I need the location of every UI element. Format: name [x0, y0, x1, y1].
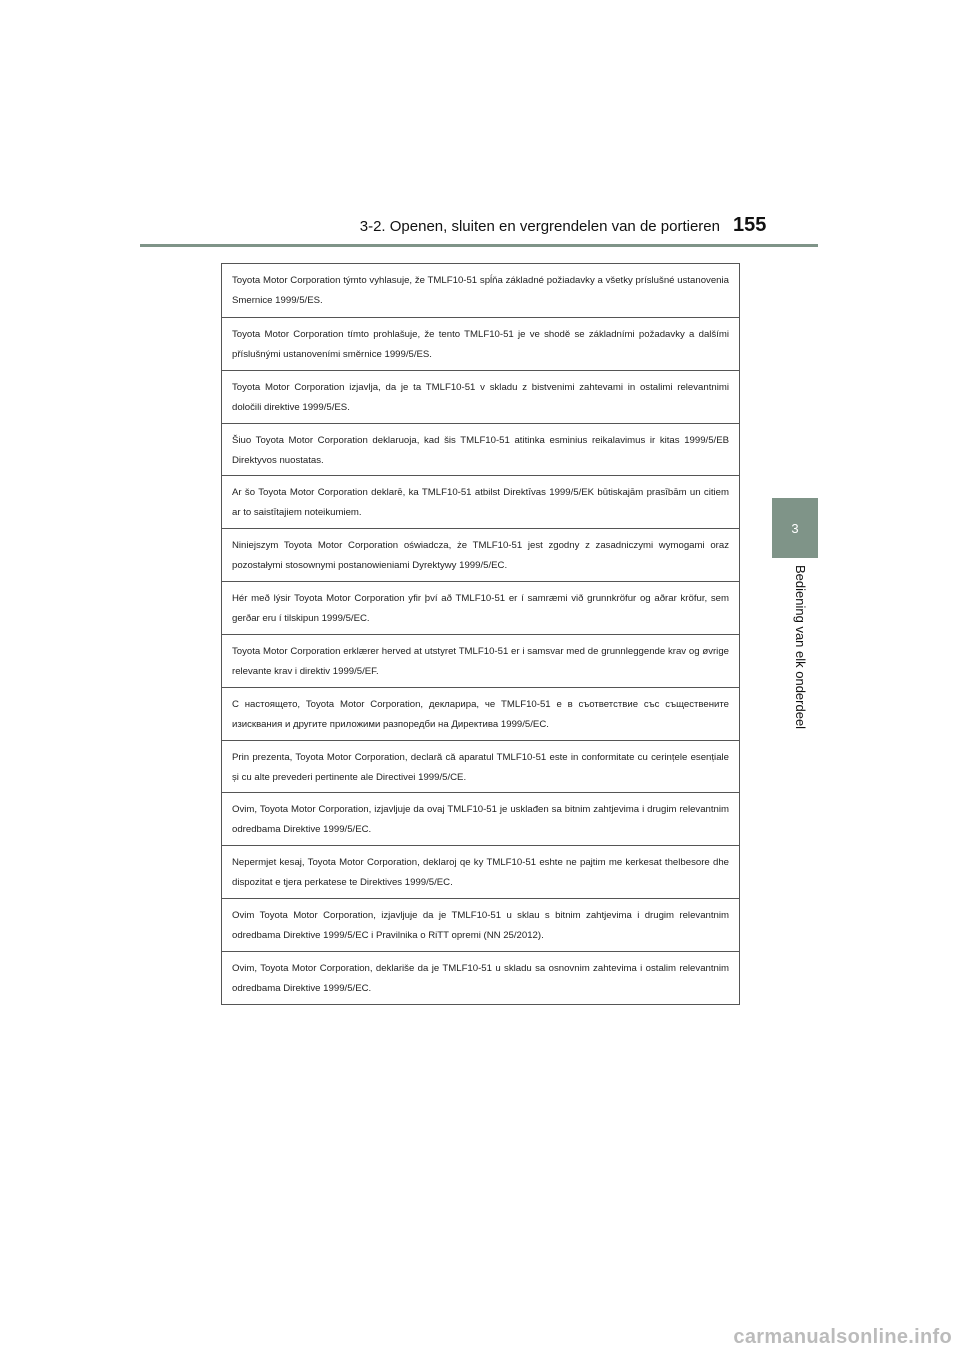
- declaration-row-norwegian: Toyota Motor Corporation erklærer herved at utstyret TMLF10-51 er i samsvar med de grunnleggende krav og øvrige relevante krav i direktiv 1999/5/EF.: [222, 634, 739, 687]
- chapter-label: Bediening van elk onderdeel: [793, 565, 808, 730]
- declaration-row-slovak: Toyota Motor Corporation týmto vyhlasuje, že TMLF10-51 spĺňa základné požiadavky a všetky príslušné ustanovenia Smernice 1999/5/ES.: [232, 275, 729, 306]
- declaration-table: [221, 263, 740, 1005]
- declaration-row-slovenian: Toyota Motor Corporation izjavlja, da je ta TMLF10-51 v skladu z bistvenimi zahtevami in ostalimi relevantnimi določili direktive 1999/5/ES.: [222, 370, 739, 423]
- declaration-row-romanian: Prin prezenta, Toyota Motor Corporation, declară că aparatul TMLF10-51 este in conformitate cu cerințele esențiale și cu alte prevederi pertinente ale Directivei 1999/5/CE.: [222, 740, 739, 793]
- section-title: 3-2. Openen, sluiten en vergrendelen van de portieren: [359, 218, 720, 235]
- declaration-row-serbian: Ovim, Toyota Motor Corporation, deklariše da je TMLF10-51 u skladu sa osnovnim zahtevima i ostalim relevantnim odredbama Direktive 1999/5/EC.: [222, 951, 739, 1004]
- declaration-row-croatian: Ovim Toyota Motor Corporation, izjavljuje da je TMLF10-51 u sklau s bitnim zahtjevima i drugim relevantnim odredbama Direktive 1999/5/EC i Pravilnika o RiTT opremi (NN 25/2012).: [222, 898, 739, 951]
- site-watermark: carmanualsonline.info: [733, 1326, 952, 1348]
- page-number: 155: [733, 214, 767, 236]
- declaration-row-icelandic: Hér með lýsir Toyota Motor Corporation yfir því að TMLF10-51 er í samræmi við grunnkröfur og aðrar kröfur, sem gerðar eru í tilskipun 1999/5/EC.: [222, 581, 739, 634]
- declaration-row-polish: Niniejszym Toyota Motor Corporation oświadcza, że TMLF10-51 jest zgodny z zasadniczymi wymogami oraz pozostałymi stosownymi postanowieniami Dyrektywy 1999/5/EC.: [222, 528, 739, 581]
- chapter-tab: [772, 498, 818, 558]
- chapter-number: 3: [791, 520, 799, 536]
- header-divider: [140, 244, 818, 247]
- declaration-row-lithuanian: Šiuo Toyota Motor Corporation deklaruoja, kad šis TMLF10-51 atitinka esminius reikalavimus ir kitas 1999/5/EB Direktyvos nuostatas.: [222, 423, 739, 476]
- declaration-row-bulgarian: С настоящето, Toyota Motor Corporation, декларира, че TMLF10-51 е в съответствие със съществените изисквания и другите приложими разпоредби на Директива 1999/5/ЕС.: [222, 687, 739, 740]
- declaration-row-albanian: Nepermjet kesaj, Toyota Motor Corporation, deklaroj qe ky TMLF10-51 eshte ne pajtim me kerkesat thelbesore dhe dispozitat e tjera perkatese te Direktives 1999/5/EC.: [222, 845, 739, 898]
- declaration-row-latvian: Ar šo Toyota Motor Corporation deklarē, ka TMLF10-51 atbilst Direktīvas 1999/5/EK būtiskajām prasībām un citiem ar to saistītajiem noteikumiem.: [222, 475, 739, 528]
- declaration-row-bosnian: Ovim, Toyota Motor Corporation, izjavljuje da ovaj TMLF10-51 je usklađen sa bitnim zahtjevima i drugim relevantnim odredbama Direktive 1999/5/EC.: [222, 792, 739, 845]
- declaration-row-czech: Toyota Motor Corporation tímto prohlašuje, že tento TMLF10-51 je ve shodě se základními požadavky a dalšími příslušnými ustanoveními směrnice 1999/5/ES.: [222, 317, 739, 370]
